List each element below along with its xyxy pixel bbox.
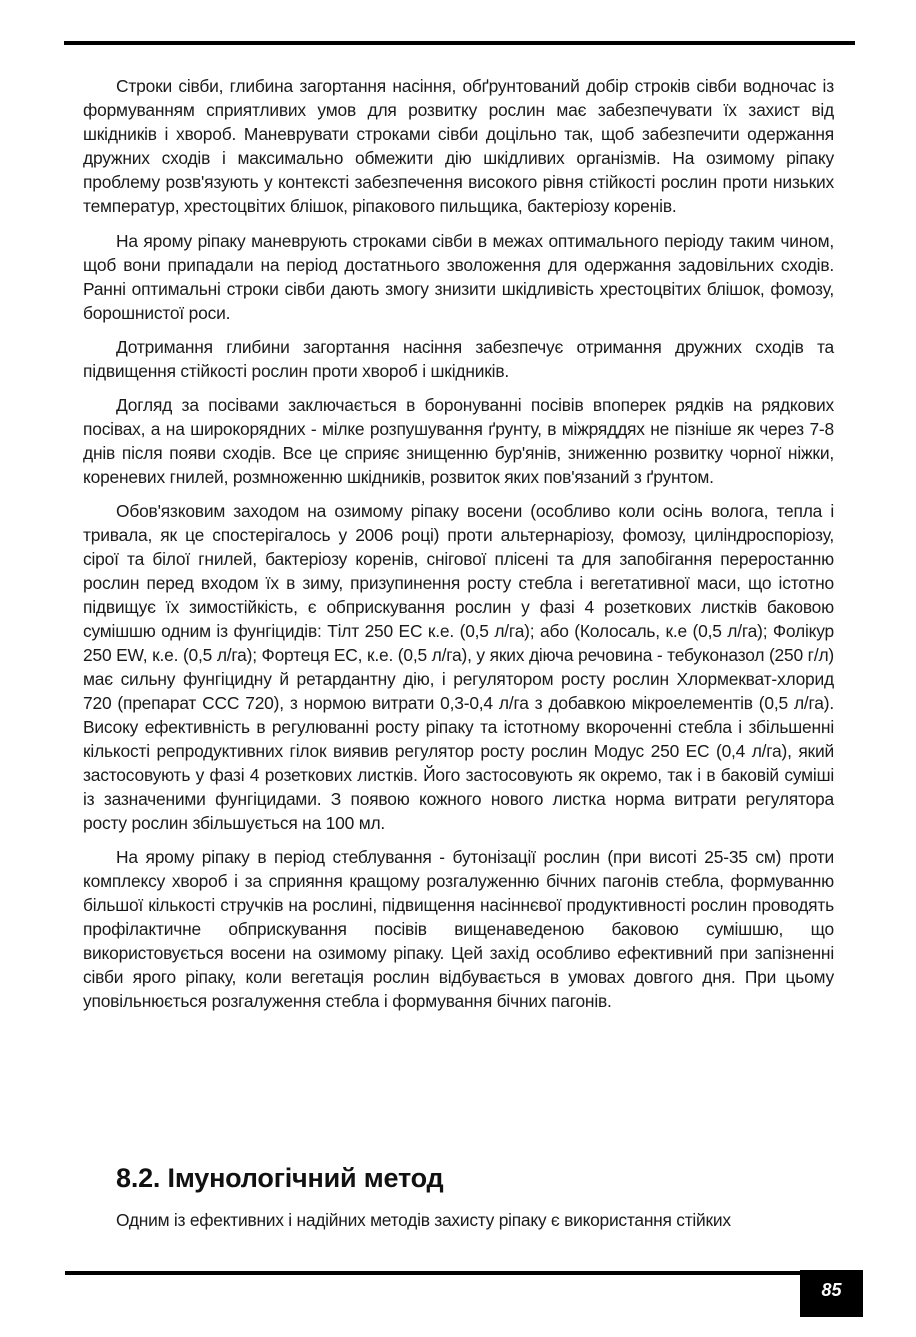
page-number-box (800, 1270, 863, 1317)
section-heading: 8.2. Імунологічний метод (116, 1163, 444, 1193)
section-first-paragraph: Одним із ефективних і надійних методів захисту ріпаку є використання стійких (116, 1210, 731, 1230)
header-rule (64, 41, 855, 45)
paragraph-spring-rapeseed-timing: На ярому ріпаку маневрують строками сівби в межах оптимального періоду таким чином, щоб вони припадали на період достатнього зволоження для одержання задовільних сходів. Ранні оптимальні строки сівби дають змогу знизити шкідливість хрестоцвітих блішок, фомозу, борошнистої роси. (83, 231, 834, 323)
paragraph-seeding-depth: Дотримання глибини загортання насіння забезпечує отримання дружних сходів та підвищення стійкості рослин проти хвороб і шкідників. (83, 337, 834, 381)
paragraph-autumn-treatment: Обов'язковим заходом на озимому ріпаку восени (особливо коли осінь волога, тепла і тривала, як це спостерігалось у 2006 році) проти альтернаріозу, фомозу, циліндроспоріозу, сірої та білої гнилей, бактеріозу коренів, снігової плісені та для запобігання переростанню рослин перед входом їх в зиму, призупинення росту стебла і вегетативної маси, що істотно підвищує їх зимостійкість, є обприскування рослин у фазі 4 розеткових листків баковою сумішшю одним із фунгіцидів: Тілт 250 ЕС к.е. (0,5 л/га); або (Колосаль, к.е (0,5 л/га); Фолікур 250 EW, к.е. (0,5 л/га); Фортеця ЕС, к.е. (0,5 л/га), у яких діюча речовина - тебуконазол (250 г/л) має сильну фунгіцидну й ретардантну дію, і регулятором росту рослин Хлормекват-хлорид 720 (препарат ССС 720), з нормою витрати 0,3-0,4 л/га з добавкою мікроелементів (0,5 л/га). Високу ефективність в регулюванні росту ріпаку та істотному вкороченні стебла і збільшенні кількості репродуктивних гілок виявив регулятор росту рослин Модус 250 ЕС (0,4 л/га), який застосовують у фазі 4 розеткових листків. Його застосовують як окремо, так і в баковій суміші із зазначеними фунгіцидами. З появою кожного нового листка норма витрати регулятора росту рослин збільшується на 100 мл. (83, 501, 834, 833)
page-number: 85 (821, 1280, 842, 1300)
paragraph-spring-treatment: На ярому ріпаку в період стеблування - бутонізації рослин (при висоті 25-35 см) проти комплексу хвороб і за сприяння кращому розгалуженню бічних пагонів стебла, формуванню більшої кількості стручків на рослині, підвищення насіннєвої продуктивності рослин проводять профілактичне обприскування посівів вищенаведеною баковою сумішшю, що використовується восени на озимому ріпаку. Цей захід особливо ефективний при запізненні сівби ярого ріпаку, коли вегетація рослин відбувається в умовах довгого дня. При цьому уповільнюється розгалуження стебла і формування бічних пагонів. (83, 847, 834, 1011)
footer-rule (65, 1271, 801, 1275)
paragraph-crop-care: Догляд за посівами заключається в боронуванні посівів впоперек рядків на рядкових посівах, а на широкорядних - мілке розпушування ґрунту, в міжряддях не пізніше як через 7-8 днів після появи сходів. Все це сприяє знищенню бур'янів, зниженню розвитку чорної ніжки, кореневих гнилей, розмноженню шкідників, розвиток яких пов'язаний з ґрунтом. (83, 395, 834, 487)
paragraph-sowing-dates: Строки сівби, глибина загортання насіння, обґрунтований добір строків сівби водночас із формуванням сприятливих умов для розвитку рослин має забезпечувати їх захист від шкідників і хвороб. Маневрувати строками сівби доцільно так, щоб забезпечити одержання дружних сходів і максимально обмежити дію шкідливих організмів. На озимому ріпаку проблему розв'язують у контексті забезпечення високого рівня стійкості рослин проти низьких температур, хрестоцвітих блішок, ріпакового пильщика, бактеріозу коренів. (83, 76, 834, 216)
body-text (83, 74, 834, 1023)
